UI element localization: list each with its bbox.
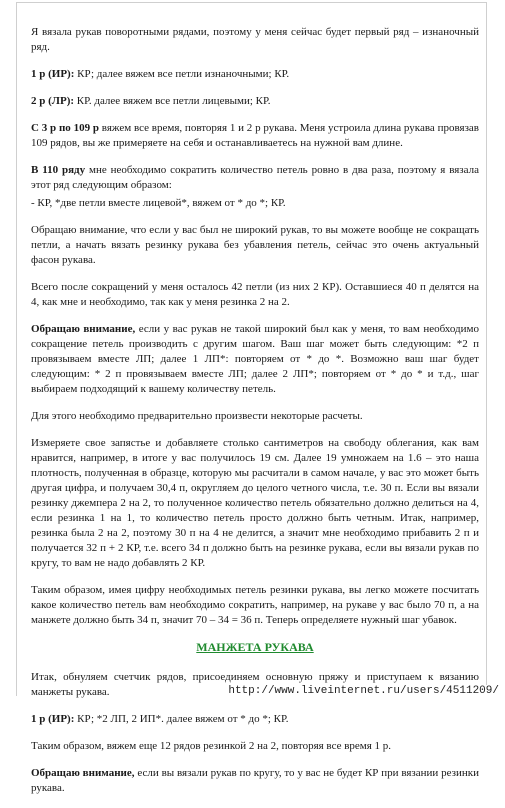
paragraph-text: если вы вязали рукав по кругу, то у вас не будет КР при вязании резинки рукава.: [31, 767, 479, 794]
note-label: Обращаю внимание,: [31, 767, 135, 779]
paragraph-text: - КР, *две петли вместе лицевой*, вяжем от * до *; КР.: [31, 197, 286, 209]
note-label: Обращаю внимание,: [31, 323, 136, 335]
paragraph: [31, 409, 479, 424]
paragraph: [31, 766, 479, 796]
paragraph: [31, 223, 479, 268]
row-label: 1 р (ИР):: [31, 713, 75, 725]
row-label: В 110 ряду: [31, 164, 86, 176]
paragraph-text: Таким образом, имея цифру необходимых петель резинки рукава, вы легко можете посчитать какое количество петель вам необходимо сократить, например, на рукаве у вас было 70 п, а на манжете должно быть 34 п, значит 70 – 34 = 36 п. Теперь определяете нужный шаг убавок.: [31, 584, 479, 626]
paragraph-text: вяжем все время, повторяя 1 и 2 р рукава. Меня устроила длина рукава провязав 109 рядов, вы же примеряете на себя и останавливаетесь на нужной вам длине.: [31, 122, 479, 149]
paragraph: [31, 67, 479, 82]
paragraph: [31, 322, 479, 397]
paragraph: [31, 25, 479, 55]
paragraph-text: КР; далее вяжем все петли изнаночными; КР.: [74, 68, 290, 80]
paragraph: [31, 583, 479, 628]
row-label: 1 р (ИР):: [31, 68, 75, 80]
paragraph-text: Всего после сокращений у меня осталось 42 петли (из них 2 КР). Оставшиеся 40 п делятся на 4, как мне и необходимо, так как у меня резинка 2 на 2.: [31, 281, 479, 308]
paragraph-text: Измеряете свое запястье и добавляете столько сантиметров на свободу облегания, как вам нравится, например, в итоге у вас получилось 19 см. Далее 19 умножаем на 1.6 – это наша плотность, полученная в образце, которую мы расчитали в самом начале, у вас это может быть другая цифра, и получаем 30,4 п, округляем до целого четного числа, т.е. 30 п. Если вы вязали резинку джемпера 2 на 2, то полученное количество петель обязательно должно делиться на 4, если резинка 1 на 1, то количество петель просто должно быть четным. Итак, например, резинка была 2 на 2, поэтому 30 п на 4 не делится, а значит мне необходимо прибавить 2 п и получается 32 п + 2 КР, т.е. всего 34 п должно быть на резинке рукава, если вы вязали рукав по кругу, то вам не надо добавлять 2 КР.: [31, 437, 479, 569]
watermark-url: http://www.liveinternet.ru/users/4511209/: [228, 685, 499, 697]
row-label: С 3 р по 109 р: [31, 122, 99, 134]
paragraph-text: Обращаю внимание, что если у вас был не широкий рукав, то вы можете вообще не сокращать петли, а начать вязать резинку рукава без убавления петель, сейчас это очень актуальный фасон рукава.: [31, 224, 479, 266]
paragraph-text: КР; *2 ЛП, 2 ИП*. далее вяжем от * до *; КР.: [74, 713, 289, 725]
section-heading: МАНЖЕТА РУКАВА: [196, 640, 314, 654]
paragraph: [31, 196, 479, 211]
paragraph: [31, 94, 479, 109]
paragraph: [31, 739, 479, 754]
paragraph: [31, 121, 479, 151]
paragraph-text: если у вас рукав не такой широкий был как у меня, то вам необходимо сокращение петель производить с другим шагом. Ваш шаг может быть следующим: *2 п провязываем вместе ЛП; далее 1 ЛП*: повторяем от * до *. Возможно ваш шаг будет следующим: * 2 п провязываем вместе ЛП; далее 2 ЛП*; повторяем от * до * и т.д., шаг выбираем подходящий к вашему количеству петель.: [31, 323, 479, 395]
paragraph: [31, 280, 479, 310]
paragraph-text: мне необходимо сократить количество петель ровно в два раза, поэтому я вязала этот ряд следующим образом:: [31, 164, 479, 191]
paragraph-text: Я вязала рукав поворотными рядами, поэтому у меня сейчас будет первый ряд – изнаночный ряд.: [31, 26, 479, 53]
paragraph-text: Итак, обнуляем счетчик рядов, присоединяем основную пряжу и приступаем к вязанию манжеты рукава.: [31, 671, 479, 698]
paragraph-text: Таким образом, вяжем еще 12 рядов резинкой 2 на 2, повторяя все время 1 р.: [31, 740, 392, 752]
paragraph: [31, 712, 479, 727]
row-label: 2 р (ЛР):: [31, 95, 75, 107]
paragraph-text: Для этого необходимо предварительно произвести некоторые расчеты.: [31, 410, 363, 422]
paragraph: [31, 436, 479, 571]
paragraph-text: КР. далее вяжем все петли лицевыми; КР.: [74, 95, 271, 107]
paragraph: [31, 163, 479, 193]
